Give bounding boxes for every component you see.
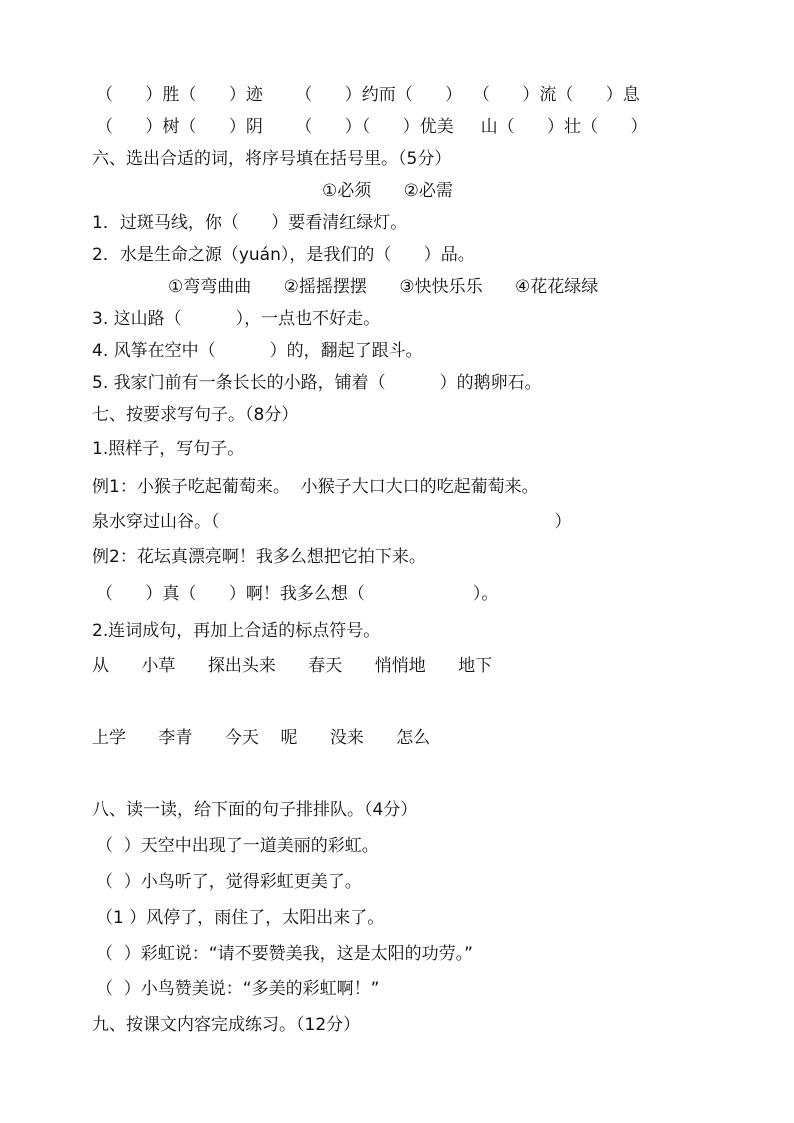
word-group-1: 从 小草 探出头来 春天 悄悄地 地下 [92, 656, 493, 676]
idiom-row-1: （ ）胜（ ）迹 （ ）约而（ ） （ ）流（ ）息 [96, 85, 640, 105]
order-sentence-1: （ ）天空中出现了一道美丽的彩虹。 [96, 836, 379, 856]
idiom-row-2: （ ）树（ ）阴 （ ）（ ）优美 山（ ）壮（ ） [96, 117, 648, 137]
question-6-4: 4. 风筝在空中（ ）的，翻起了跟斗。 [92, 341, 423, 361]
section-9-heading: 九、按课文内容完成练习。（12分） [92, 1015, 361, 1035]
order-sentence-4: （ ）彩虹说：“请不要赞美我，这是太阳的功劳。” [96, 944, 473, 964]
exercise-7-2: （ ）真（ ）啊！我多么想（ ）。 [96, 584, 499, 604]
example-1: 例1：小猴子吃起葡萄来。 小猴子大口大口的吃起葡萄来。 [92, 477, 539, 497]
exercise-7-1: 泉水穿过山谷。（ ） [92, 512, 572, 532]
word-options-1: ①必须 ②必需 [322, 181, 453, 201]
subsection-7-1: 1.照样子，写句子。 [92, 439, 245, 459]
order-sentence-2: （ ）小鸟听了，觉得彩虹更美了。 [96, 872, 362, 892]
order-sentence-5: （ ）小鸟赞美说：“多美的彩虹啊！” [96, 979, 380, 999]
section-7-heading: 七、按要求写句子。（8分） [92, 405, 299, 425]
question-6-1: 1．过斑马线，你（ ）要看清红绿灯。 [92, 213, 408, 233]
question-6-2: 2．水是生命之源（yuán），是我们的（ ）品。 [92, 245, 475, 265]
example-2: 例2：花坛真漂亮啊！我多么想把它拍下来。 [92, 547, 426, 567]
word-group-2: 上学 李青 今天 呢 没来 怎么 [92, 728, 431, 748]
word-options-2: ①弯弯曲曲 ②摇摇摆摆 ③快快乐乐 ④花花绿绿 [168, 277, 599, 297]
question-6-3: 3. 这山路（ ），一点也不好走。 [92, 309, 381, 329]
subsection-7-2: 2.连词成句，再加上合适的标点符号。 [92, 621, 381, 641]
order-sentence-3: （1 ）风停了，雨住了，太阳出来了。 [96, 908, 385, 928]
section-8-heading: 八、读一读，给下面的句子排排队。（4分） [92, 800, 418, 820]
section-6-heading: 六、选出合适的词，将序号填在括号里。（5分） [92, 149, 452, 169]
question-6-5: 5. 我家门前有一条长长的小路，铺着（ ）的鹅卵石。 [92, 373, 542, 393]
